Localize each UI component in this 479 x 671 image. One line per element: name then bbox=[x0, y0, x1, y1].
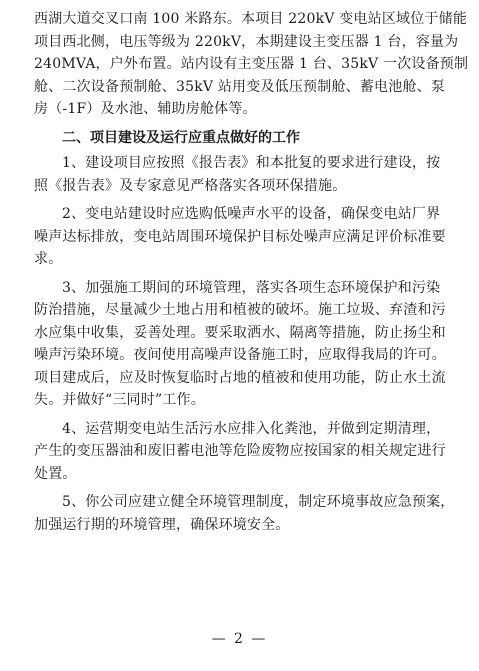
text-line: 水应集中收集，妥善处理。要采取洒水、隔离等措施，防止扬尘和 bbox=[34, 324, 446, 341]
item-3-paragraph bbox=[34, 277, 448, 412]
item-2-paragraph bbox=[34, 203, 448, 271]
text-line: 噪声达标排放，变电站周围环境保护目标处噪声应满足评价标准要 bbox=[34, 228, 446, 245]
text-line: 照《报告表》及专家意见严格落实各项环保措施。 bbox=[34, 177, 347, 194]
item-1-paragraph bbox=[34, 152, 448, 197]
text-line: 房（-1F）及水池、辅助房舱体等。 bbox=[34, 101, 257, 117]
page-number: — 2 — bbox=[211, 631, 268, 647]
text-line: 5、你公司应建立健全环境管理制度，制定环境事故应急预案， bbox=[62, 494, 455, 510]
text-line: 舱、二次设备预制舱、35kV 站用变及低压预制舱、蓄电池舱、泵 bbox=[34, 78, 446, 95]
document-body bbox=[34, 8, 469, 542]
item-5-paragraph bbox=[34, 491, 455, 536]
text-line: 4、运营期变电站生活污水应排入化粪池，并做到定期清理， bbox=[62, 420, 441, 437]
text-line: 项目西北侧，电压等级为 220kV，本期建设主变压器 1 台，容量为 bbox=[34, 33, 459, 50]
text-line: 2、变电站建设时应选购低噪声水平的设备，确保变电站厂界 bbox=[62, 206, 441, 222]
text-line: 失。并做好“三同时”工作。 bbox=[34, 392, 205, 408]
text-line: 防治措施，尽量减少土地占用和植被的破坏。施工垃圾、弃渣和污 bbox=[34, 302, 446, 318]
text-line: 处置。 bbox=[34, 465, 77, 482]
text-line: 西湖大道交叉口南 100 米路东。本项目 220kV 变电站区域位于储能 bbox=[34, 11, 468, 27]
text-line: 3、加强施工期间的环境管理，落实各项生态环境保护和污染 bbox=[62, 279, 441, 296]
text-line: 产生的变压器油和废旧蓄电池等危险废物应按国家的相关规定进行 bbox=[34, 443, 446, 459]
intro-paragraph bbox=[34, 8, 469, 121]
text-line: 噪声污染环境。夜间使用高噪声设备施工时，应取得我局的许可。 bbox=[34, 347, 446, 363]
text-line: 项目建成后，应及时恢复临时占地的植被和使用功能，防止水土流 bbox=[34, 369, 446, 386]
text-line: 240MVA，户外布置。站内设有主变压器 1 台、35kV 一次设备预制 bbox=[34, 56, 469, 72]
text-line: 求。 bbox=[34, 251, 63, 267]
text-line: 加强运行期的环境管理，确保环境安全。 bbox=[34, 516, 290, 533]
item-4-paragraph bbox=[34, 418, 448, 486]
text-line: 1、建设项目应按照《报告表》和本批复的要求进行建设，按 bbox=[62, 155, 441, 171]
section-heading: 二、项目建设及运行应重点做好的工作 bbox=[62, 129, 300, 146]
